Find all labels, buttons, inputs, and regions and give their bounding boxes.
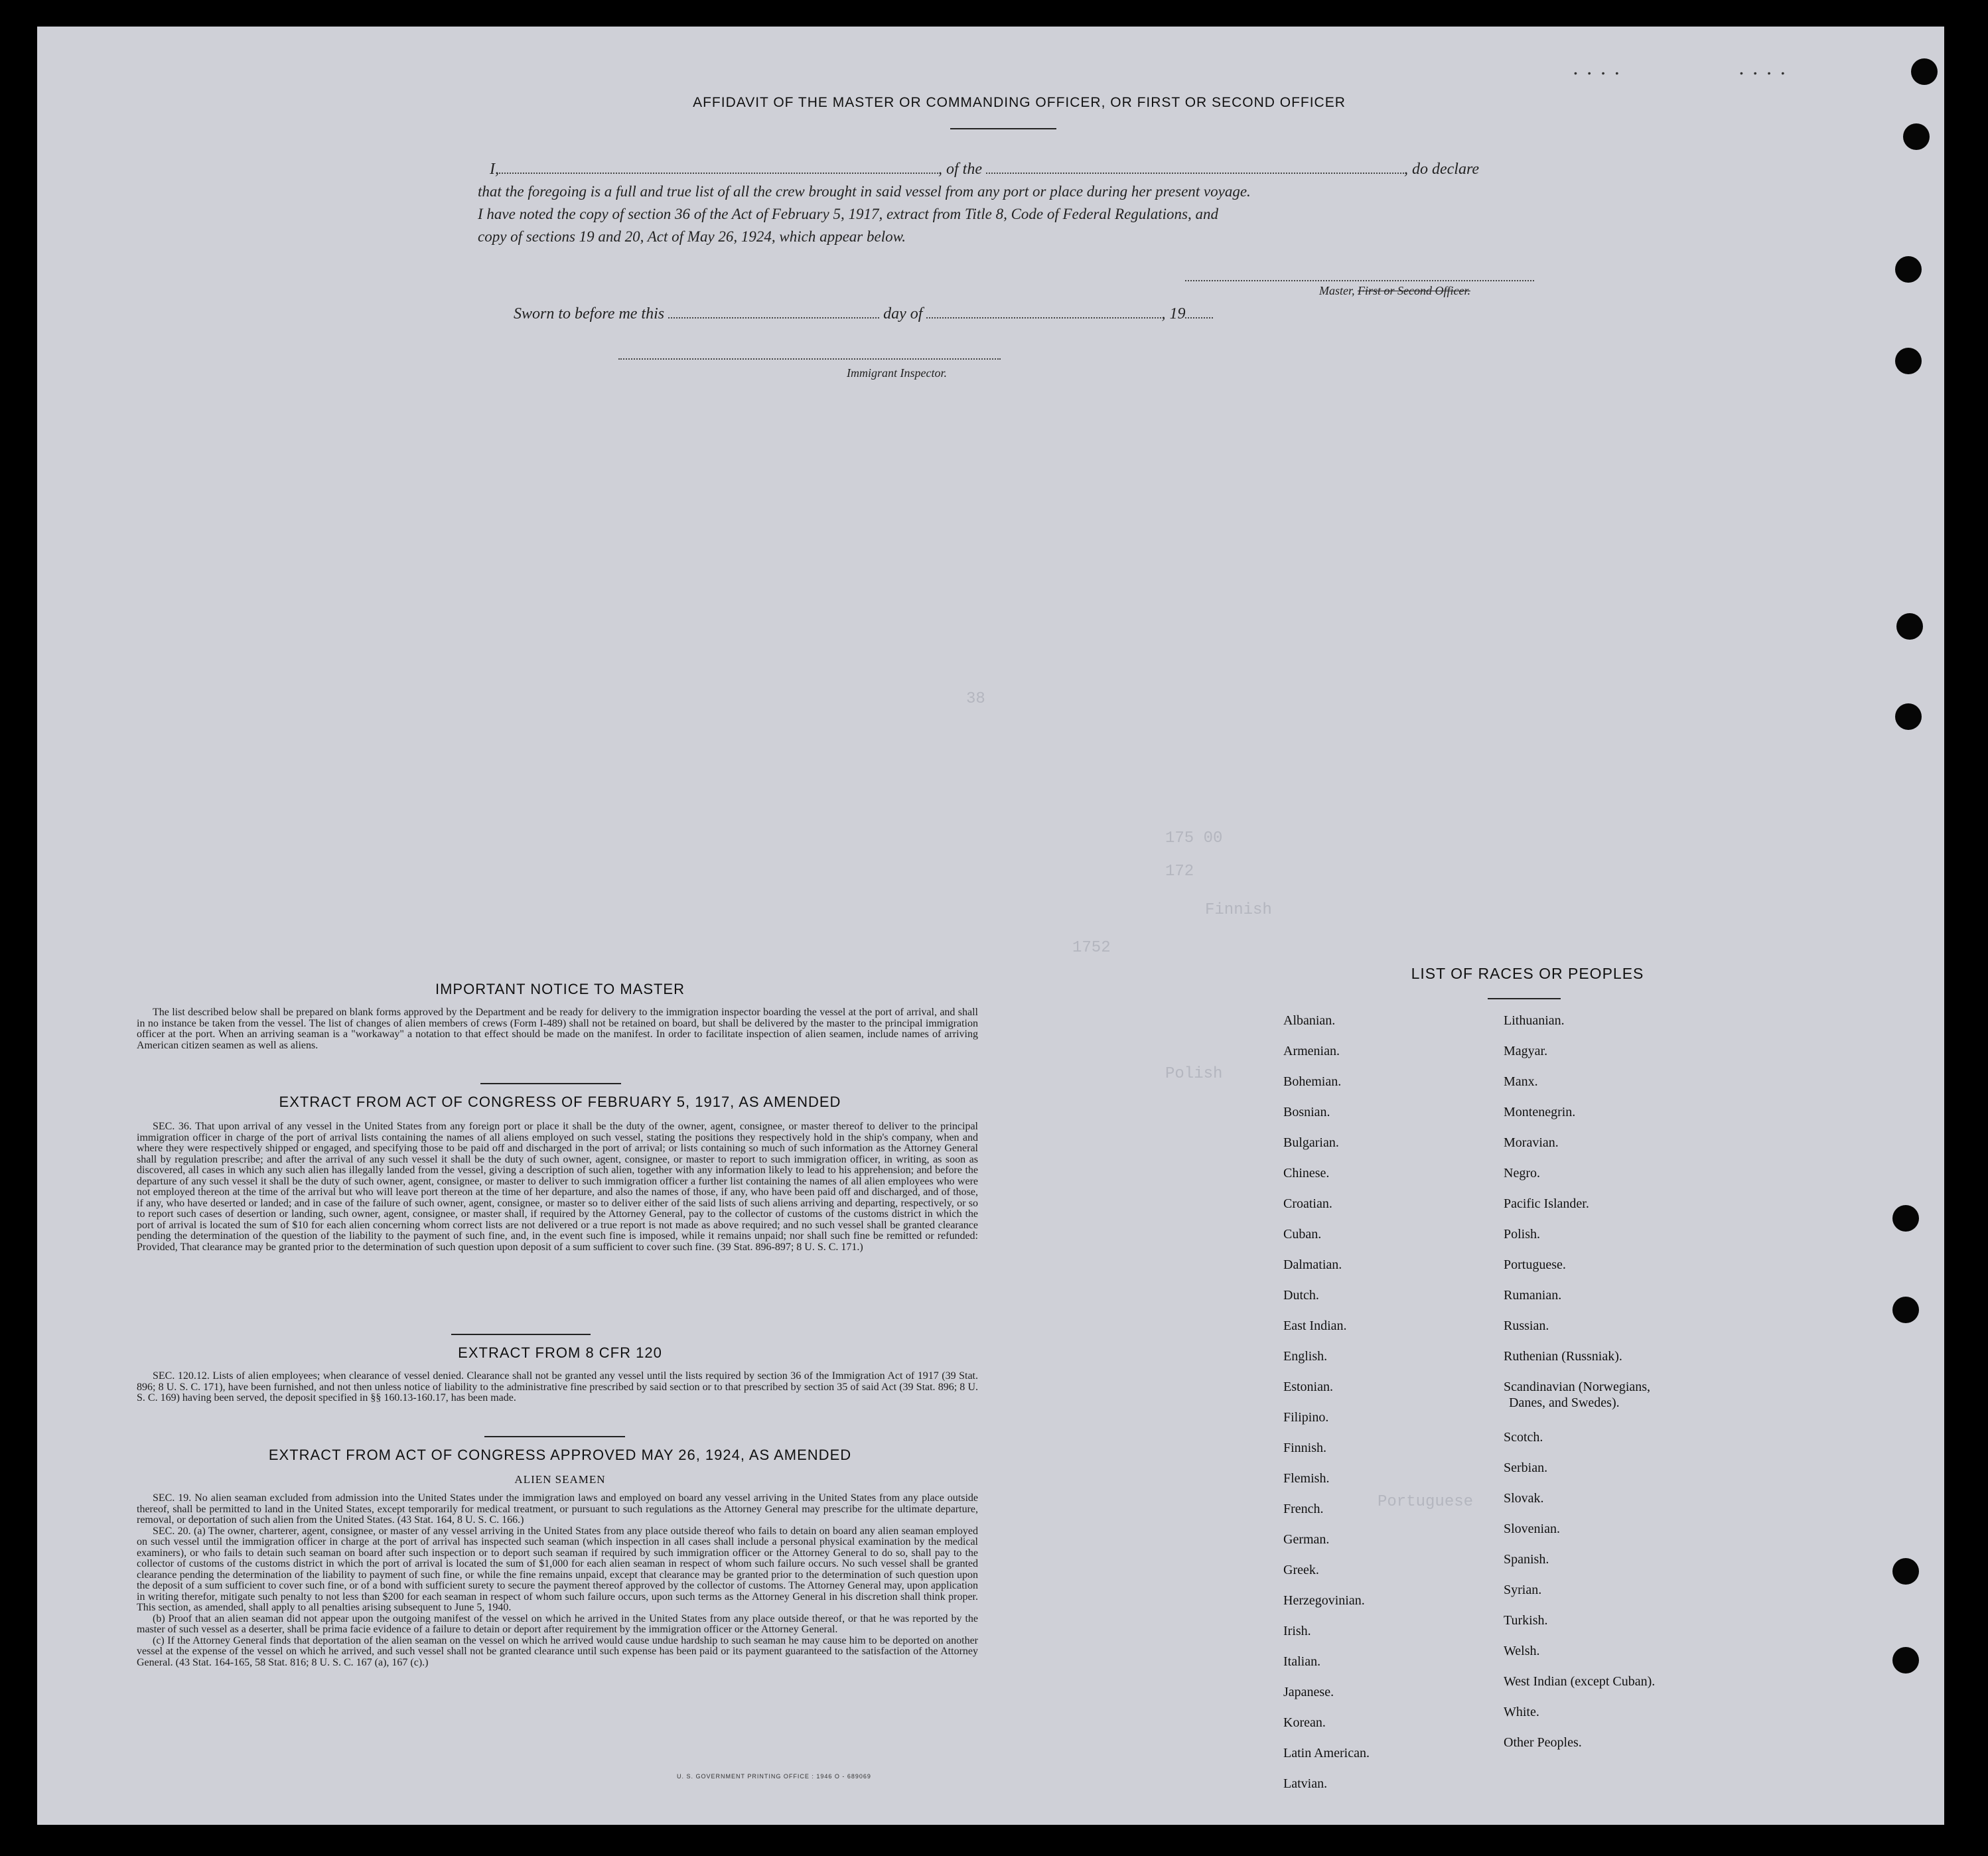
ghost-text: 175 00 (1165, 829, 1223, 847)
ghost-text: Portuguese (1378, 1493, 1474, 1511)
alien-seamen-subtitle: ALIEN SEAMEN (514, 1473, 606, 1486)
race-item: Dalmatian. (1283, 1257, 1342, 1272)
race-item: Filipino. (1283, 1410, 1329, 1425)
race-item: Montenegrin. (1504, 1105, 1576, 1119)
race-item: Russian. (1504, 1319, 1549, 1333)
declaration-line-2: that the foregoing is a full and true list of all the crew brought in said vessel from any port or place during her present voyage. (478, 183, 1251, 200)
race-item: Scotch. (1504, 1430, 1543, 1445)
race-item: Slovak. (1504, 1491, 1544, 1506)
affidavit-title: AFFIDAVIT OF THE MASTER OR COMMANDING OFFICER, OR FIRST OR SECOND OFFICER (693, 95, 1346, 110)
sworn-date-blank[interactable] (668, 315, 879, 319)
year-label: , 19 (1161, 305, 1186, 322)
sworn-label: Sworn to before me this (514, 305, 665, 322)
declare-label: , do declare (1404, 161, 1480, 178)
race-item: West Indian (except Cuban). (1504, 1674, 1656, 1689)
ghost-text: Finnish (1205, 901, 1272, 919)
ghost-text: 38 (966, 690, 985, 708)
vessel-blank[interactable] (986, 170, 1404, 174)
race-item: Magyar. (1504, 1044, 1548, 1058)
master-signature-line[interactable] (1185, 277, 1534, 281)
declaration-line-3: I have noted the copy of section 36 of the Act of February 5, 1917, extract from Title 8, Code of Federal Regulations, and (478, 206, 1218, 222)
extract-1917-body (137, 1121, 978, 1253)
race-item: Scandinavian (Norwegians, (1504, 1380, 1651, 1394)
day-of-label: day of (883, 305, 923, 322)
race-item: Flemish. (1283, 1471, 1330, 1486)
struck-officer-label: First or Second Officer. (1358, 284, 1470, 297)
race-item: Manx. (1504, 1074, 1538, 1089)
race-item: Bulgarian. (1283, 1135, 1339, 1150)
notice-body (137, 1007, 978, 1051)
race-item: French. (1283, 1502, 1324, 1516)
sec-36-paragraph: SEC. 36. That upon arrival of any vessel in the United States from any foreign port or place it shall be the duty of the owner, agent, consignee, or master thereof to deliver to the principal immigration officer in charge of the port of arrival lists containing the names of all aliens employed on such vessel, stating the positions they respectively hold in the ship's company, when and where they were respectively shipped or engaged, and specifying those to be paid off and discharged in the port of arrival; or lists containing so much of such information as the Attorney General shall by regulation prescribe; and after the arrival of any such vessel it shall be the duty of such owner, agent, consignee, or master to report to such immigration officer, in writing, as soon as discovered, all cases in which any such alien has illegally landed from the vessel, giving a description of such alien, together with any information likely to lead to his apprehension; and before the departure of any such vessel it shall be the duty of such owner, agent, consignee, or master to deliver to such immigration officer a further list containing the names of all alien employees who were not employed thereon at the time of the arrival but who will leave port thereon at the time of her departure, and also the names of those, if any, who have been paid off and discharged, and of those, if any, who have deserted or landed; and in case of the failure of such owner, agent, consignee, or master so to deliver either of the said lists of such aliens arriving and departing, respectively, or so to report such cases of desertion or landing, such owner, agent, consignee, or master shall, if required by the Attorney General, pay to the collector of customs of the customs district in which the port of arrival is located the sum of $10 for each alien concerning whom correct lists are not delivered or a true report is not made as above required; and no such vessel shall be granted clearance pending the determination of the question of the liability to the payment of such fine, and, in the event such fine is imposed, while it remains unpaid; nor shall such fine be remitted or refunded: Provided, That clearance may be granted prior to the determination of such question upon deposit of a sum sufficient to cover such fine. (39 Stat. 896-897; 8 U. S. C. 171.) (137, 1121, 978, 1253)
punch-hole (1892, 1647, 1919, 1674)
punch-hole (1896, 613, 1923, 640)
sec-20b-paragraph: (b) Proof that an alien seaman did not appear upon the outgoing manifest of the vessel on which he arrived in the United States from any place outside thereof, or that he was reported by the master of such vessel as a deserter, shall be prima facie evidence of a failure to detain or deport after requirement by the immigration officer or the Attorney General. (137, 1612, 978, 1635)
race-item: Estonian. (1283, 1380, 1333, 1394)
punch-hole (1895, 348, 1922, 374)
race-item: Chinese. (1283, 1166, 1330, 1180)
printer-imprint: U. S. GOVERNMENT PRINTING OFFICE : 1946 O - 689069 (677, 1773, 871, 1780)
race-item: German. (1283, 1532, 1330, 1547)
race-item: Armenian. (1283, 1044, 1340, 1058)
extract-cfr-title: EXTRACT FROM 8 CFR 120 (458, 1344, 662, 1361)
punch-hole (1892, 1205, 1919, 1232)
corner-mark-left: • • • • (1574, 68, 1623, 78)
inspector-signature-line[interactable] (618, 356, 1001, 360)
extract-1924-body (137, 1493, 978, 1668)
section-rule (480, 1083, 621, 1084)
race-item: Irish. (1283, 1624, 1311, 1638)
race-item: Dutch. (1283, 1288, 1319, 1303)
affidavit-text (478, 158, 1583, 248)
punch-hole (1903, 123, 1930, 150)
declarant-i: I, (490, 161, 499, 178)
section-rule (484, 1436, 625, 1437)
punch-hole (1911, 58, 1938, 85)
section-rule (451, 1334, 591, 1335)
race-item: White. (1504, 1705, 1539, 1719)
punch-hole (1892, 1297, 1919, 1323)
race-item: Syrian. (1504, 1583, 1542, 1597)
name-blank[interactable] (499, 170, 938, 174)
title-rule (950, 128, 1056, 129)
race-item: Pacific Islander. (1504, 1196, 1589, 1211)
master-signature-label (1319, 284, 1470, 298)
race-item: Lithuanian. (1504, 1013, 1565, 1028)
races-title: LIST OF RACES OR PEOPLES (1411, 965, 1644, 982)
race-item: Ruthenian (Russniak). (1504, 1349, 1622, 1364)
sec-20c-paragraph: (c) If the Attorney General finds that deportation of the alien seaman on the vessel on which he arrived would cause undue hardship to such seaman he may cause him to be deported on another vessel at the expense of the vessel on which he arrived, and such vessel shall not be granted clearance until such expense has been paid or its payment guaranteed to the satisfaction of the Attorney General. (43 Stat. 164-165, 58 Stat. 816; 8 U. S. C. 167 (a), 167 (c).) (137, 1634, 978, 1668)
race-item: Other Peoples. (1504, 1735, 1582, 1750)
race-item: Cuban. (1283, 1227, 1322, 1242)
race-item: Polish. (1504, 1227, 1541, 1242)
year-blank[interactable] (1185, 315, 1213, 319)
punch-hole (1892, 1558, 1919, 1585)
race-item: Latin American. (1283, 1746, 1370, 1760)
race-item: Slovenian. (1504, 1522, 1560, 1536)
month-blank[interactable] (926, 315, 1161, 319)
race-item: Spanish. (1504, 1552, 1549, 1567)
corner-mark-right: • • • • (1740, 68, 1789, 78)
ghost-text: 1752 (1072, 939, 1111, 957)
sworn-line (514, 305, 1213, 323)
of-the-label: , of the (938, 161, 982, 178)
race-item: Greek. (1283, 1563, 1319, 1577)
inspector-label: Immigrant Inspector. (847, 366, 947, 380)
race-item: Finnish. (1283, 1441, 1327, 1455)
race-item: Danes, and Swedes). (1509, 1395, 1620, 1410)
race-item: Bohemian. (1283, 1074, 1342, 1089)
race-item: Korean. (1283, 1715, 1326, 1730)
race-item: Moravian. (1504, 1135, 1559, 1150)
race-item: Negro. (1504, 1166, 1540, 1180)
race-item: Croatian. (1283, 1196, 1332, 1211)
notice-paragraph: The list described below shall be prepared on blank forms approved by the Department and be ready for delivery to the immigration inspector boarding the vessel at the port of arrival, and shall in no instance be taken from the vessel. The list of changes of alien members of crews (Form I-489) shall not be retained on board, but shall be delivered by the master to the principal immigration officer at the port. When an arriving seaman is a "workaway" a notation to that effect should be made on the manifest. In order to facilitate inspection of alien seamen, include names of arriving American citizen seamen as well as aliens. (137, 1007, 978, 1051)
race-item: East Indian. (1283, 1319, 1347, 1333)
race-item: Albanian. (1283, 1013, 1336, 1028)
declaration-line-4: copy of sections 19 and 20, Act of May 26, 1924, which appear below. (478, 228, 906, 245)
race-item: Rumanian. (1504, 1288, 1562, 1303)
ghost-text: Polish (1165, 1065, 1223, 1083)
race-item: Herzegovinian. (1283, 1593, 1365, 1608)
race-item: Serbian. (1504, 1461, 1548, 1475)
race-item: Latvian. (1283, 1776, 1328, 1791)
ghost-text: 172 (1165, 863, 1194, 881)
punch-hole (1895, 703, 1922, 730)
notice-title: IMPORTANT NOTICE TO MASTER (435, 981, 685, 997)
race-item: Welsh. (1504, 1644, 1540, 1658)
extract-1917-title: EXTRACT FROM ACT OF CONGRESS OF FEBRUARY 5, 1917, AS AMENDED (279, 1094, 841, 1110)
sec-20a-paragraph: SEC. 20. (a) The owner, charterer, agent, consignee, or master of any vessel arriving in the United States from any place outside thereof who fails to detain on board any alien seaman employed on such vessel until the immigration officer in charge at the port of arrival has inspected such seaman (which inspection in all cases shall include a personal physical examination by the medical examiners), or who fails to detain such seaman on board after such inspection or to deport such seaman if required by such immigration officer or the Attorney General to do so, shall pay to the collector of customs of the customs district in which the port of arrival is located the sum of $1,000 for each alien seaman in respect of whom such failure occurs. No such vessel shall be granted clearance pending the determination of the liability to payment of such fine, or while the fine remains unpaid, except that clearance may be granted prior to the determination of such question upon the deposit of a sum sufficient to cover such fine, or of a bond with sufficient surety to secure the payment thereof approved by the collector of customs. The Attorney General may, upon application in writing therefor, mitigate such penalty to not less than $200 for each seaman in respect of whom such failure occurs, upon such terms as the Attorney General in his discretion shall think proper. This section, as amended, shall apply to all penalties arising subsequent to June 5, 1940. (137, 1525, 978, 1613)
form-page (37, 27, 1944, 1825)
master-label: Master, (1319, 284, 1355, 297)
race-item: Japanese. (1283, 1685, 1334, 1699)
race-item: Portuguese. (1504, 1257, 1566, 1272)
race-item: Turkish. (1504, 1613, 1548, 1628)
punch-hole (1895, 256, 1922, 283)
races-title-rule (1488, 998, 1561, 999)
race-item: English. (1283, 1349, 1328, 1364)
extract-1924-title: EXTRACT FROM ACT OF CONGRESS APPROVED MAY 26, 1924, AS AMENDED (268, 1447, 852, 1463)
sec-120-12-paragraph: SEC. 120.12. Lists of alien employees; when clearance of vessel denied. Clearance shall not be granted any vessel until the lists required by section 36 of the Immigration Act of 1917 (39 Stat. 896; 8 U. S. C. 171), have been furnished, and not then unless notice of liability to the administrative fine prescribed by said section or to that prescribed by section 35 of said Act (39 Stat. 896; 8 U. S. C. 169) having been served, the deposit specified in §§ 160.13-160.17, has been made. (137, 1370, 978, 1403)
race-item: Italian. (1283, 1654, 1321, 1669)
extract-cfr-body (137, 1371, 978, 1404)
race-item: Bosnian. (1283, 1105, 1330, 1119)
sec-19-paragraph: SEC. 19. No alien seaman excluded from admission into the United States under the immigration laws and employed on board any vessel arriving in the United States from any place outside thereof, shall be permitted to land in the United States, except temporarily for medical treatment, or pursuant to such regulations as the Attorney General may prescribe for the ultimate departure, removal, or deportation of such alien from the United States. (43 Stat. 164, 8 U. S. C. 166.) (137, 1492, 978, 1526)
